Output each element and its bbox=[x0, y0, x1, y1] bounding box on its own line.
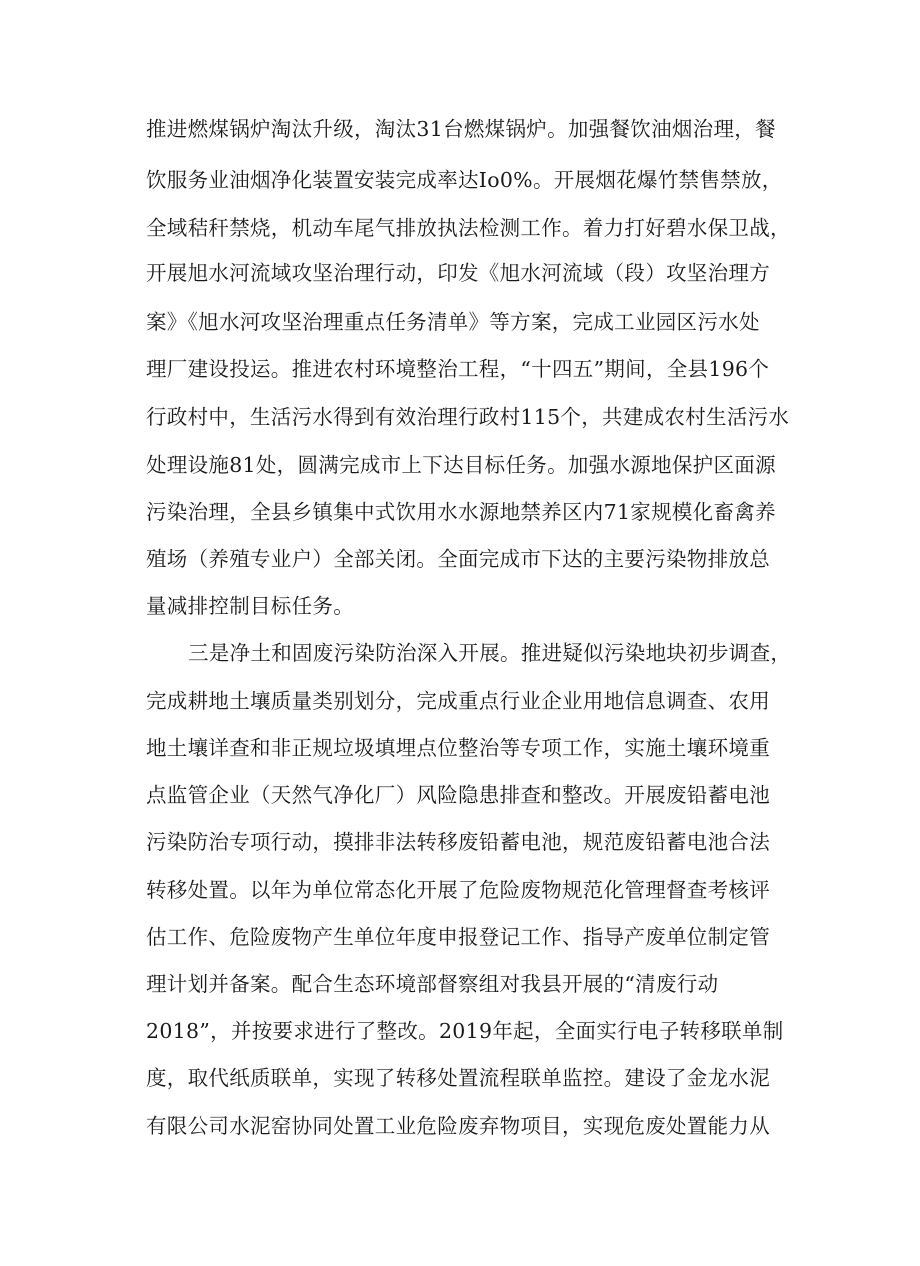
text-line: 转移处置。以年为单位常态化开展了危险废物规范化管理督查考核评 bbox=[146, 878, 770, 902]
text-line: 理计划并备案。配合生态环境部督察组对我县开展的“清废行动 bbox=[146, 972, 719, 996]
text-line: 行政村中，生活污水得到有效治理行政村115个，共建成农村生活污水 bbox=[146, 405, 790, 429]
text-line: 处理设施81处，圆满完成市上下达目标任务。加强水源地保护区面源 bbox=[146, 453, 776, 477]
text-line: 2018”，并按要求进行了整改。2019年起，全面实行电子转移联单制 bbox=[146, 1019, 784, 1043]
text-line: 案》《旭水河攻坚治理重点任务清单》等方案，完成工业园区污水处 bbox=[146, 310, 760, 334]
text-line: 污染防治专项行动，摸排非法转移废铅蓄电池，规范废铅蓄电池合法 bbox=[146, 830, 770, 854]
text-line: 推进燃煤锅炉淘汰升级，淘汰31台燃煤锅炉。加强餐饮油烟治理，餐 bbox=[146, 117, 776, 141]
text-line: 污染治理，全县乡镇集中式饮用水水源地禁养区内71家规模化畜禽养 bbox=[146, 500, 776, 524]
text-line: 理厂建设投运。推进农村环境整治工程，“十四五”期间，全县196个 bbox=[146, 357, 770, 381]
text-line: 殖场（养殖专业户）全部关闭。全面完成市下达的主要污染物排放总 bbox=[146, 547, 770, 571]
text-line: 估工作、危险废物产生单位年度申报登记工作、指导产废单位制定管 bbox=[146, 925, 770, 949]
text-line: 全域秸秆禁烧，机动车尾气排放执法检测工作。着力打好碧水保卫战， bbox=[146, 216, 791, 240]
text-line: 有限公司水泥窑协同处置工业危险废弃物项目，实现危废处置能力从 bbox=[146, 1114, 770, 1138]
text-line: 完成耕地土壤质量类别划分，完成重点行业企业用地信息调查、农用 bbox=[146, 689, 770, 713]
text-line: 开展旭水河流域攻坚治理行动，印发《旭水河流域（段）攻坚治理方 bbox=[146, 261, 770, 285]
text-line: 饮服务业油烟净化装置安装完成率达Io0%。开展烟花爆竹禁售禁放， bbox=[146, 168, 783, 192]
text-line: 度，取代纸质联单，实现了转移处置流程联单监控。建设了金龙水泥 bbox=[146, 1066, 770, 1090]
paragraph-first-line: 三是净土和固废污染防治深入开展。推进疑似污染地块初步调查， bbox=[188, 641, 792, 665]
text-line: 点监管企业（天然气净化厂）风险隐患排查和整改。开展废铅蓄电池 bbox=[146, 783, 770, 807]
text-line: 地土壤详查和非正规垃圾填埋点位整治等专项工作，实施土壤环境重 bbox=[146, 736, 770, 760]
text-line: 量减排控制目标任务。 bbox=[146, 594, 354, 618]
